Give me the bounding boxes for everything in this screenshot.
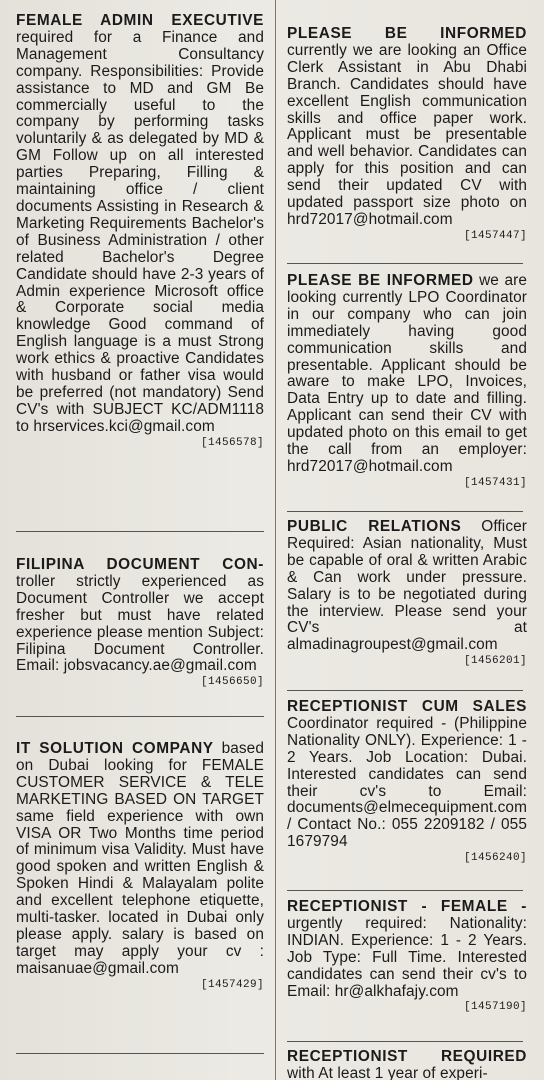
ad-heading: RECEPTIONIST - FEMALE -: [287, 898, 527, 915]
ad-heading: FEMALE ADMIN EXECUTIVE: [16, 12, 264, 29]
ad-heading: IT SOLUTION COMPANY: [16, 740, 214, 757]
ad-separator: [287, 263, 523, 264]
ad-body: we are looking currently LPO Coordinator in our company who can join immediately having good communication skills and presentable. Applicant should be aware to make LPO, Invoices, Data Entry up to date and filling. Applicant can send their CV with updated photo on this email to get the call from an employer: hrd72017@hotmail.com: [287, 272, 527, 475]
classified-ad: [287, 699, 527, 864]
classified-ad: [16, 13, 264, 449]
ad-separator: [287, 690, 523, 691]
ad-heading: PLEASE BE INFORMED: [287, 272, 474, 289]
ad-body: Officer Required: Asian nationality, Must be capable of oral & written Arabic & Can work under pressure. Salary is to be negotiated during the interview. Please send your CV's at almadinagroupest@gmail.com: [287, 518, 527, 654]
ad-separator: [16, 716, 264, 717]
column-divider: [275, 0, 276, 1080]
ad-text: [287, 273, 527, 476]
ad-body: urgently required: Nationality: INDIAN. Experience: 1 - 2 Years. Job Type: Full Time. Interested candidates can send their cv's to Email: hr@alkhafajy.com: [287, 914, 527, 1000]
ad-heading: RECEPTIONIST REQUIRED: [287, 1048, 527, 1065]
ad-text: [16, 13, 264, 436]
ad-text: [16, 557, 264, 675]
ad-separator: [16, 1053, 264, 1054]
ad-text: [287, 519, 527, 654]
ad-text: [16, 741, 264, 978]
classified-ad: [287, 273, 527, 489]
ad-body: Coordinator required - (Philippine Nationality ONLY). Experience: 1 - 2 Years. Job Location: Dubai. Interested candidates can send their cv's to Email: documents@elmecequipment.com / Contact No.: 055 2209182 / 055 1679794: [287, 714, 527, 851]
ad-body: troller strictly experienced as Document Controller we accept fresher but must have related experience please mention Subject: Filipina Document Controller. Email: jobsvacancy.ae@gmail.com: [16, 572, 264, 675]
ad-text: [287, 26, 527, 229]
ad-reference: [1456240]: [463, 852, 527, 865]
classified-ad: [287, 899, 527, 1013]
ad-body: currently we are looking an Office Clerk Assistant in Abu Dhabi Branch. Candidates should have excellent English communication skills and office paper work. Applicant must be presentable and well behavior. Candidates can apply for this position and can send their updated CV with updated passport size photo on hrd72017@hotmail.com: [287, 41, 527, 228]
ad-reference: [1457190]: [463, 1001, 527, 1014]
left-column: [16, 0, 264, 1080]
ad-body: with At least 1 year of experi-: [287, 1064, 488, 1080]
ad-separator: [287, 1041, 523, 1042]
ad-reference: [1456650]: [200, 676, 264, 689]
classified-ad: [16, 741, 264, 991]
ad-reference: [1456578]: [200, 436, 264, 449]
ad-heading: RECEPTIONIST CUM SALES: [287, 698, 527, 715]
ad-reference: [1456201]: [463, 655, 527, 668]
ad-heading: PUBLIC RELATIONS: [287, 518, 462, 535]
ad-heading: FILIPINA DOCUMENT CON-: [16, 556, 264, 573]
ad-reference: [1457447]: [463, 229, 527, 242]
classified-ad: [16, 557, 264, 688]
ad-text: [287, 699, 527, 851]
ad-text: [287, 1049, 527, 1080]
ad-body: based on Dubai looking for FEMALE CUSTOMER SERVICE & TELE MARKETING BASED ON TARGET same field experience with own VISA OR Two Months time period of minimum visa Validity. Must have good spoken and written English & Spoken Hindi & Malayalam polite and excellent telephone etiquette, multi-tasker. located in Dubai only please apply. salary is based on target may apply your cv : maisanuae@gmail.com: [16, 740, 264, 977]
ad-reference: [1457431]: [463, 476, 527, 489]
ad-separator: [287, 511, 523, 512]
ad-body: required for a Finance and Management Consultancy company. Responsibilities: Provide assistance to MD and GM Be commercially useful to the company by performing tasks voluntarily & as delegated by MD & GM Follow up on all interested parties Preparing, Filling & maintaining office / client documents Assisting in Research & Marketing Requirements Bachelor's of Business Administration / other related Bachelor's Degree Candidate should have 2-3 years of Admin experience Microsoft office & Corporate social media knowledge Good command of English language is a must Strong work ethics & proactive Candidates with husband or father visa would be preferred (not mandatory) Send CV's with SUBJECT KC/ADM1118 to hrservices.kci@gmail.com: [16, 28, 264, 435]
ad-heading: PLEASE BE INFORMED: [287, 25, 527, 42]
ad-separator: [16, 531, 264, 532]
ad-reference: [1457429]: [200, 978, 264, 991]
ad-separator: [287, 890, 523, 891]
classified-ad: [287, 1049, 527, 1080]
right-column: [287, 0, 527, 1080]
classified-ad: [287, 26, 527, 242]
classified-ad: [287, 519, 527, 667]
ad-text: [287, 899, 527, 1000]
